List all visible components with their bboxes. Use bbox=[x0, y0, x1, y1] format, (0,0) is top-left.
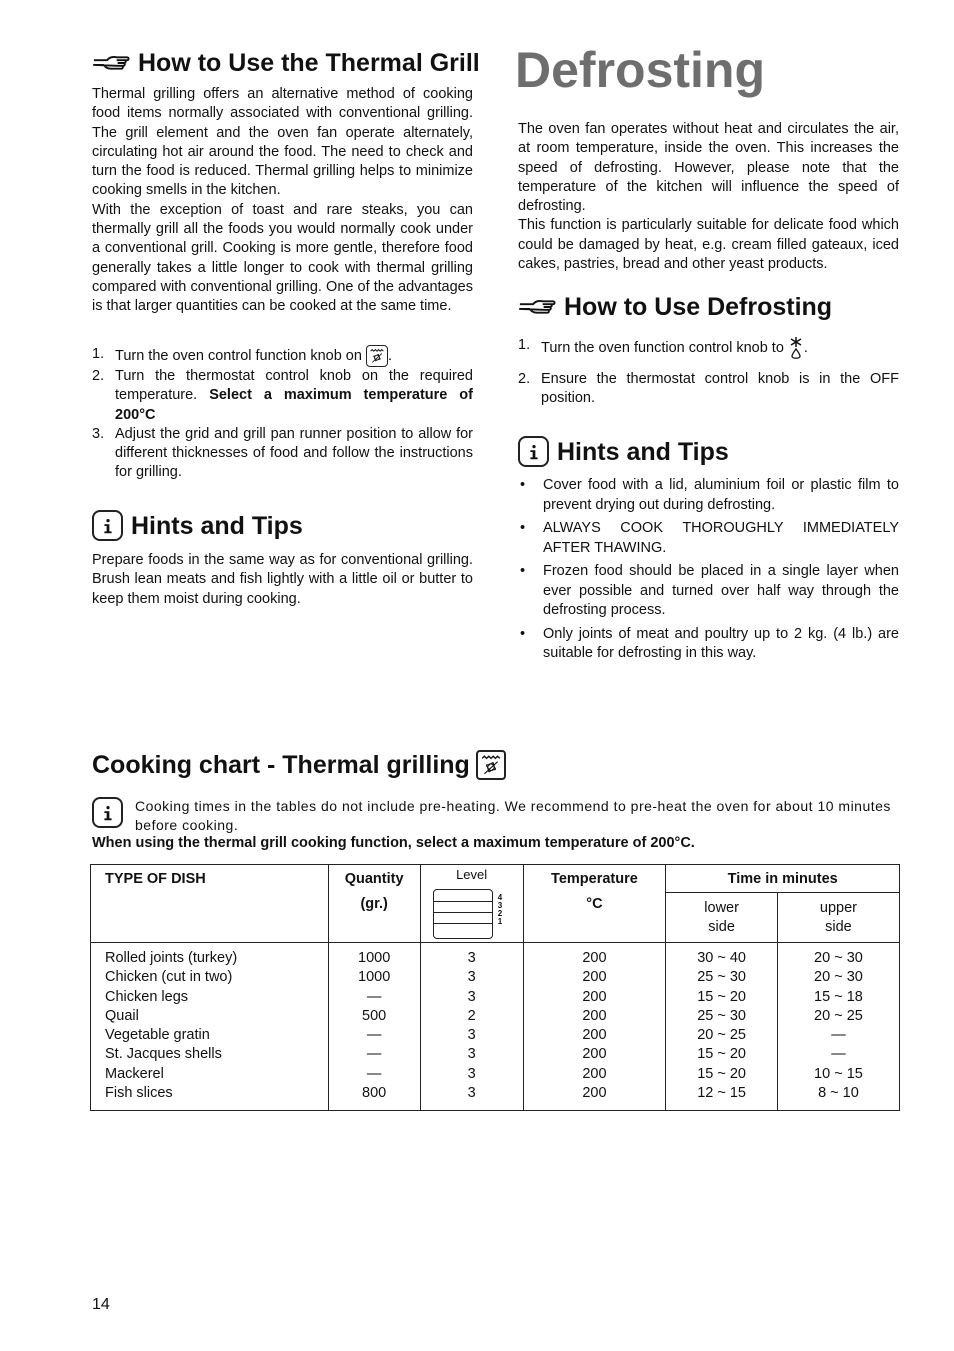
defrost-intro bbox=[518, 120, 899, 274]
paragraph: With the exception of toast and rare steaks, you can thermally grill all the foods you would normally cook under a conventional grill. Cooking is more gentle, therefore food generally takes a little longer to cook with thermal grilling compared with conventional grilling. One of the advantages is that larger quantities can be cooked at the same time. bbox=[92, 201, 473, 315]
header-dish: TYPE OF DISH bbox=[91, 865, 329, 943]
table-cell: 200 bbox=[582, 1027, 607, 1044]
step-item: 2. Ensure the thermostat control knob is in the OFF position. bbox=[518, 371, 899, 407]
table-cell: — bbox=[831, 1027, 846, 1044]
heading-text: How to Use the Thermal Grill bbox=[138, 49, 480, 77]
table-cell: Fish slices bbox=[105, 1085, 173, 1102]
right-hints-heading: Hints and Tips bbox=[518, 436, 729, 467]
upper-side-column bbox=[777, 943, 899, 1111]
level-column bbox=[420, 943, 523, 1111]
thermal-grill-steps bbox=[92, 345, 473, 483]
table-cell: 1000 bbox=[358, 969, 391, 986]
left-hints-text: Prepare foods in the same way as for conventional grilling. Brush lean meats and fish lightly with a little oil or butter to keep them moist during cooking. bbox=[92, 552, 473, 607]
table-cell: 500 bbox=[362, 1007, 387, 1024]
table-cell: 200 bbox=[582, 1085, 607, 1102]
defrost-hints-list bbox=[518, 476, 899, 668]
left-hints-heading: Hints and Tips bbox=[92, 510, 303, 541]
table-cell: 20 ~ 25 bbox=[814, 1007, 863, 1024]
table-cell: 20 ~ 25 bbox=[697, 1027, 746, 1044]
defrost-steps bbox=[518, 336, 899, 409]
info-icon bbox=[92, 510, 123, 541]
table-cell: 2 bbox=[467, 1007, 476, 1024]
thermal-grill-icon bbox=[366, 345, 388, 367]
table-cell: 3 bbox=[467, 969, 476, 986]
thermal-grill-heading bbox=[92, 48, 480, 78]
table-cell: 25 ~ 30 bbox=[697, 1007, 746, 1024]
step-item: 3. Adjust the grid and grill pan runner position to allow for different thicknesses of food and follow the instructions for grilling. bbox=[92, 425, 473, 481]
table-cell: 3 bbox=[467, 1065, 476, 1082]
header-time: Time in minutes bbox=[666, 865, 900, 893]
thermal-grill-intro bbox=[92, 85, 473, 317]
defrost-howto-heading: How to Use Defrosting bbox=[518, 292, 832, 322]
step-item: 1. Turn the oven control function knob on . bbox=[92, 345, 473, 367]
table-cell: 200 bbox=[582, 950, 607, 966]
table-cell: 12 ~ 15 bbox=[697, 1085, 746, 1102]
step-item: 1. Turn the oven function control knob to . bbox=[518, 336, 899, 360]
table-cell: — bbox=[366, 1027, 382, 1044]
chart-note: Cooking times in the tables do not include pre-heating. We recommend to pre-heat the oven for about 10 minutes before cooking. bbox=[92, 797, 899, 835]
step-item: 2. Turn the thermostat control knob on the required temperature. Select a maximum temperature of 200°C bbox=[92, 368, 473, 423]
page-title: Defrosting bbox=[515, 42, 765, 98]
table-cell: 200 bbox=[582, 988, 607, 1005]
table-cell: Chicken (cut in two) bbox=[105, 969, 233, 986]
table-cell: — bbox=[366, 1046, 382, 1063]
table-cell: St. Jacques shells bbox=[105, 1046, 222, 1063]
table-cell: 30 ~ 40 bbox=[697, 950, 746, 966]
defrost-icon bbox=[788, 336, 804, 360]
table-cell: 200 bbox=[582, 1065, 607, 1082]
info-icon bbox=[92, 797, 123, 828]
list-item: • Cover food with a lid, aluminium foil or plastic film to prevent drying out during defrosting. bbox=[520, 477, 899, 513]
table-cell: Quail bbox=[105, 1007, 139, 1024]
table-cell: 200 bbox=[582, 969, 607, 986]
table-cell: 3 bbox=[467, 1046, 476, 1063]
header-quantity: Quantity (gr.) bbox=[328, 865, 420, 943]
table-cell: 20 ~ 30 bbox=[814, 969, 863, 986]
table-cell: 15 ~ 18 bbox=[814, 988, 863, 1005]
table-cell: 200 bbox=[582, 1007, 607, 1024]
table-cell: Mackerel bbox=[105, 1065, 164, 1082]
table-cell: 8 ~ 10 bbox=[818, 1085, 859, 1102]
header-lower-side: lower side bbox=[666, 893, 778, 943]
info-icon bbox=[518, 436, 549, 467]
header-level: Level 4 3 2 1 bbox=[420, 865, 523, 943]
table-cell: 3 bbox=[467, 1085, 476, 1102]
header-upper-side: upper side bbox=[777, 893, 899, 943]
table-cell: Rolled joints (turkey) bbox=[105, 950, 238, 966]
table-cell: 15 ~ 20 bbox=[697, 988, 746, 1005]
table-cell: 3 bbox=[467, 950, 476, 966]
table-cell: 15 ~ 20 bbox=[697, 1046, 746, 1063]
table-cell: — bbox=[831, 1046, 846, 1063]
table-cell: 25 ~ 30 bbox=[697, 969, 746, 986]
chart-warning: When using the thermal grill cooking function, select a maximum temperature of 200°C. bbox=[92, 835, 695, 851]
header-temperature: Temperature °C bbox=[523, 865, 666, 943]
table-cell: Vegetable gratin bbox=[105, 1027, 210, 1044]
cooking-chart-table bbox=[90, 864, 900, 1111]
lower-side-column bbox=[666, 943, 778, 1111]
table-cell: 20 ~ 30 bbox=[814, 950, 863, 966]
table-cell: 10 ~ 15 bbox=[814, 1065, 863, 1082]
dish-column bbox=[91, 943, 329, 1111]
list-item: • Frozen food should be placed in a single layer when ever possible and turned over half way through the defrosting process. bbox=[520, 563, 899, 618]
page-number: 14 bbox=[92, 1296, 110, 1313]
table-cell: 800 bbox=[362, 1085, 387, 1102]
pointing-hand-icon bbox=[92, 53, 130, 73]
pointing-hand-icon bbox=[518, 297, 556, 317]
table-cell: Chicken legs bbox=[105, 988, 189, 1005]
thermal-grill-icon bbox=[476, 750, 506, 780]
table-cell: — bbox=[366, 988, 382, 1005]
quantity-column bbox=[328, 943, 420, 1111]
table-cell: 3 bbox=[467, 988, 476, 1005]
table-cell: 3 bbox=[467, 1027, 476, 1044]
temperature-column bbox=[523, 943, 666, 1111]
table-cell: — bbox=[366, 1065, 382, 1082]
chart-heading: Cooking chart - Thermal grilling bbox=[92, 750, 506, 780]
table-cell: 200 bbox=[582, 1046, 607, 1063]
oven-level-diagram bbox=[433, 889, 493, 939]
list-item: • ALWAYS COOK THOROUGHLY IMMEDIATELY AFTER THAWING. bbox=[520, 520, 899, 556]
paragraph: Thermal grilling offers an alternative method of cooking food items normally associated with conventional grilling. The grill element and the oven fan operate alternately, circulating hot air around the food. The need to check and turn the food is reduced. Thermal grilling helps to minimize cooking smells in the kitchen. bbox=[92, 86, 473, 199]
table-cell: 15 ~ 20 bbox=[697, 1065, 746, 1082]
paragraph: This function is particularly suitable for delicate food which could be damaged by heat, e.g. cream filled gateaux, iced cakes, pastries, bread and other yeast products. bbox=[518, 217, 899, 273]
paragraph: The oven fan operates without heat and circulates the air, at room temperature, inside the oven. This increases the speed of defrosting. However, please note that the temperature of the kitchen will influence the speed of defrosting. bbox=[518, 121, 899, 215]
table-cell: 1000 bbox=[358, 950, 391, 966]
list-item: • Only joints of meat and poultry up to 2 kg. (4 lb.) are suitable for defrosting in this way. bbox=[520, 625, 899, 661]
